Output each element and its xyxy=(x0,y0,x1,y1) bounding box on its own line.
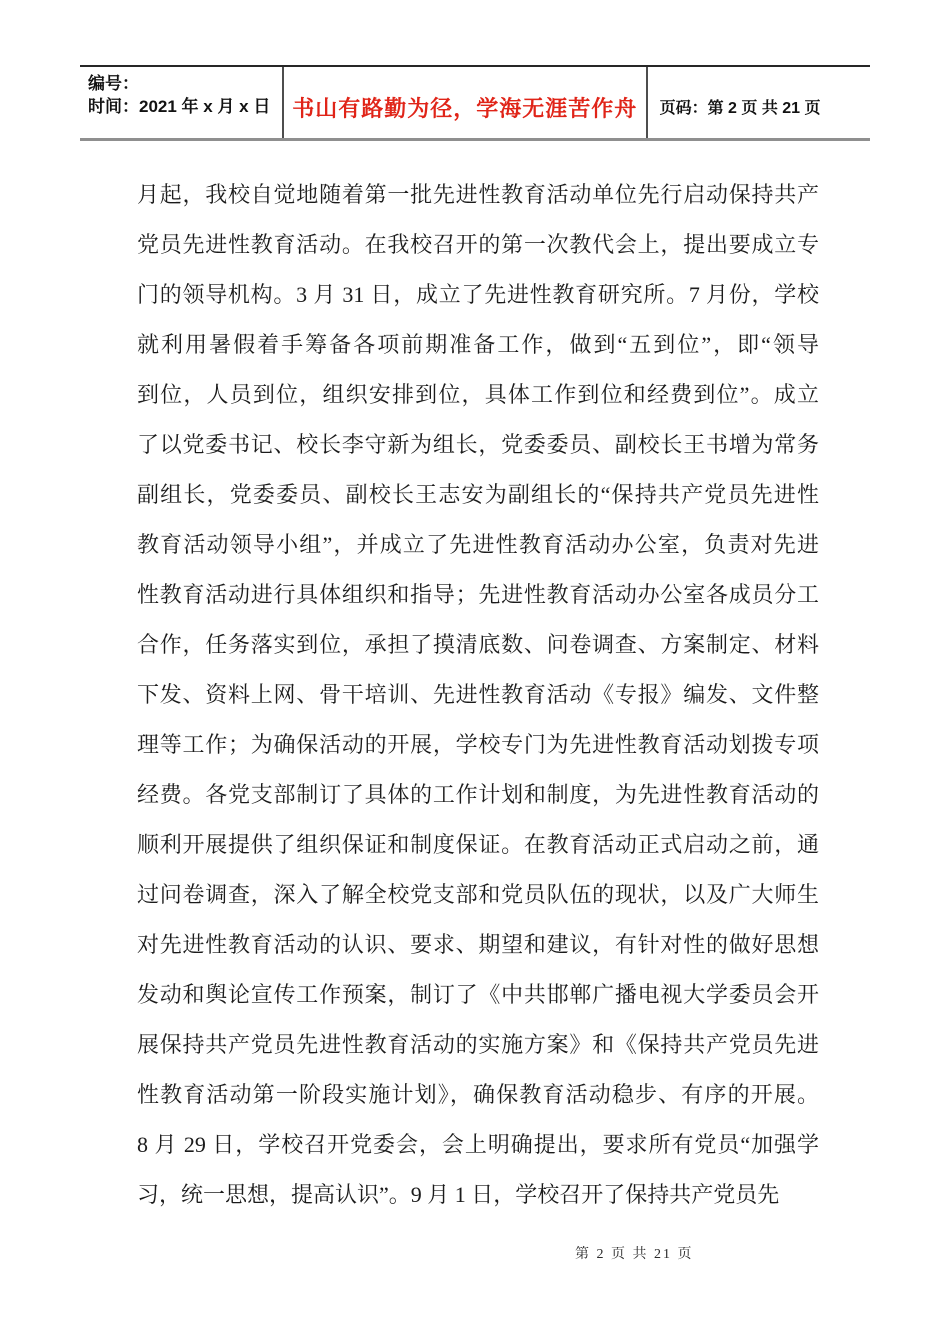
body-line: 顺利开展提供了组织保证和制度保证。在教育活动正式启动之前，通 xyxy=(137,832,819,857)
body-line: 到位，人员到位，组织安排到位，具体工作到位和经费到位”。成立 xyxy=(137,382,819,407)
header-slogan: 书山有路勤为径，学海无涯苦作舟 xyxy=(292,96,638,121)
body-line: 发动和舆论宣传工作预案，制订了《中共邯郸广播电视大学委员会开 xyxy=(137,982,819,1007)
body-line: 合作，任务落实到位，承担了摸清底数、问卷调查、方案制定、材料 xyxy=(137,632,819,657)
body-line: 对先进性教育活动的认识、要求、期望和建议，有针对性的做好思想 xyxy=(137,932,819,957)
header-page-label: 页码：第 2 页 共 21 页 xyxy=(659,100,821,117)
header-slogan-cell xyxy=(282,67,646,138)
body-line: 展保持共产党员先进性教育活动的实施方案》和《保持共产党员先进 xyxy=(137,1032,819,1057)
header-number-label: 编号： xyxy=(88,74,139,93)
header-table xyxy=(80,65,870,141)
body-line: 教育活动领导小组”，并成立了先进性教育活动办公室，负责对先进 xyxy=(137,532,819,557)
body-line: 8 月 29 日，学校召开党委会，会上明确提出，要求所有党员“加强学 xyxy=(137,1132,819,1157)
body-line: 性教育活动第一阶段实施计划》，确保教育活动稳步、有序的开展。 xyxy=(137,1082,819,1107)
body-text xyxy=(137,170,819,1220)
body-line: 党员先进性教育活动。在我校召开的第一次教代会上，提出要成立专 xyxy=(137,232,819,257)
body-line: 门的领导机构。3 月 31 日，成立了先进性教育研究所。7 月份，学校 xyxy=(137,282,819,307)
header-time-label: 时间：2021 年 x 月 x 日 xyxy=(88,97,271,116)
body-line: 副组长，党委委员、副校长王志安为副组长的“保持共产党员先进性 xyxy=(137,482,819,507)
body-line: 理等工作；为确保活动的开展，学校专门为先进性教育活动划拨专项 xyxy=(137,732,819,757)
header-meta-cell xyxy=(80,67,282,138)
body-line: 月起，我校自觉地随着第一批先进性教育活动单位先行启动保持共产 xyxy=(137,182,819,207)
body-line: 性教育活动进行具体组织和指导；先进性教育活动办公室各成员分工 xyxy=(137,582,819,607)
header-page-cell xyxy=(646,67,870,138)
body-line: 了以党委书记、校长李守新为组长，党委委员、副校长王书增为常务 xyxy=(137,432,819,457)
body-line: 过问卷调查，深入了解全校党支部和党员队伍的现状，以及广大师生 xyxy=(137,882,819,907)
body-line: 习，统一思想，提高认识”。9 月 1 日，学校召开了保持共产党员先 xyxy=(137,1182,780,1207)
footer-page-info: 第 2 页 共 21 页 xyxy=(575,1247,694,1262)
body-line: 下发、资料上网、骨干培训、先进性教育活动《专报》编发、文件整 xyxy=(137,682,819,707)
body-line: 就利用暑假着手筹备各项前期准备工作，做到“五到位”，即“领导 xyxy=(137,332,819,357)
body-line: 经费。各党支部制订了具体的工作计划和制度，为先进性教育活动的 xyxy=(137,782,819,807)
